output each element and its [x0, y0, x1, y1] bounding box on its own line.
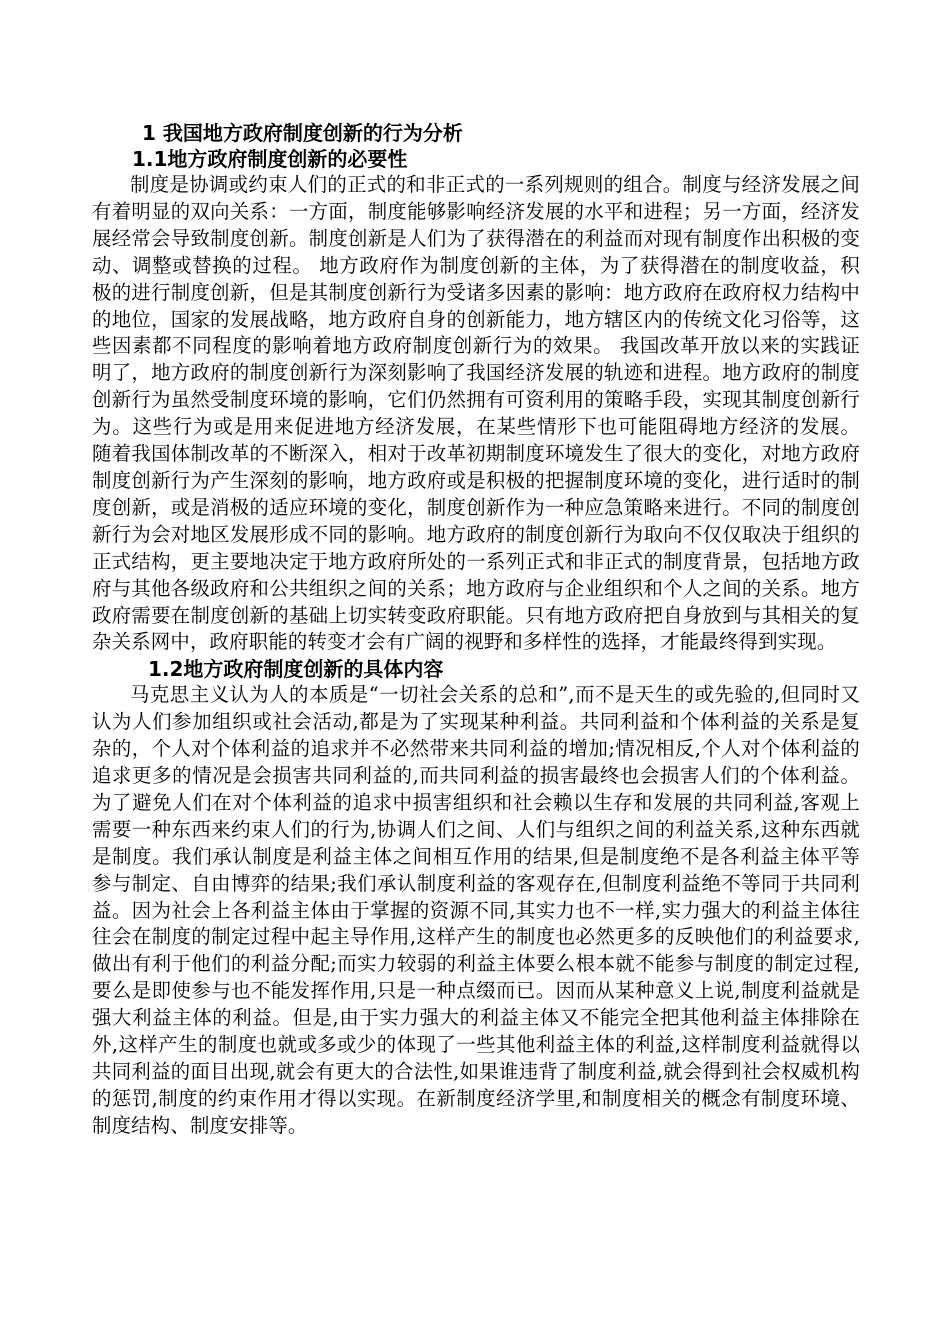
section-heading: 1 我国地方政府制度创新的行为分析 [142, 121, 463, 145]
document-page [92, 120, 860, 1140]
subsection-heading-1-2: 1.2地方政府制度创新的具体内容 [148, 657, 444, 682]
subsection-heading-1-1: 1.1地方政府制度创新的必要性 [132, 147, 408, 171]
paragraph-1-2: 马克思主义认为人的本质是“一切社会关系的总和”,而不是天生的或先验的,但同时又认为人们参加组织或社会活动,都是为了实现某种利益。共同利益和个体利益的关系是复杂的，个人对个体利益的追求并不必然带来共同利益的增加;情况相反,个人对个体利益的追求更多的情况是会损害共同利益的,而共同利益的损害最终也会损害人们的个体利益。为了避免人们在对个体利益的追求中损害组织和社会赖以生存和发展的共同利益,客观上需要一种东西来约束人们的行为,协调人们之间、人们与组织之间的利益关系,这种东西就是制度。我们承认制度是利益主体之间相互作用的结果,但是制度绝不是各利益主体平等参与制定、自由博弈的结果;我们承认制度利益的客观存在,但制度利益绝不等同于共同利益。因为社会上各利益主体由于掌握的资源不同,其实力也不一样,实力强大的利益主体往往会在制度的制定过程中起主导作用,这样产生的制度也必然更多的反映他们的利益要求,做出有利于他们的利益分配;而实力较弱的利益主体要么根本就不能参与制度的制定过程,要么是即使参与也不能发挥作用,只是一种点缀而已。因而从某种意义上说,制度利益就是强大利益主体的利益。但是,由于实力强大的利益主体又不能完全把其他利益主体排除在外,这样产生的制度也就或多或少的体现了一些其他利益主体的利益,这样制度利益就得以共同利益的面目出现,就会有更大的合法性,如果谁违背了制度利益,就会得到社会权威机构的惩罚,制度的约束作用才得以实现。在新制度经济学里,和制度相关的概念有制度环境、制度结构、制度安排等。 [92, 683, 860, 1137]
paragraph-1-1: 制度是协调或约束人们的正式的和非正式的一系列规则的组合。制度与经济发展之间有着明显的双向关系：一方面，制度能够影响经济发展的水平和进程；另一方面，经济发展经常会导致制度创新。制度创新是人们为了获得潜在的利益而对现有制度作出积极的变动、调整或替换的过程。 地方政府作为制度创新的主体，为了获得潜在的制度收益，积极的进行制度创新，但是其制度创新行为受诸多因素的影响：地方政府在政府权力结构中的地位，国家的发展战略，地方政府自身的创新能力，地方辖区内的传统文化习俗等，这些因素都不同程度的影响着地方政府制度创新行为的效果。 我国改革开放以来的实践证明了，地方政府的制度创新行为深刻影响了我国经济发展的轨迹和进程。地方政府的制度创新行为虽然受制度环境的影响，它们仍然拥有可资利用的策略手段，实现其制度创新行为。这些行为或是用来促进地方经济发展，在某些情形下也可能阻碍地方经济的发展。 随着我国体制改革的不断深入，相对于改革初期制度环境发生了很大的变化，对地方政府制度创新行为产生深刻的影响，地方政府或是积极的把握制度环境的变化，进行适时的制度创新，或是消极的适应环境的变化，制度创新作为一种应急策略来进行。不同的制度创新行为会对地区发展形成不同的影响。地方政府的制度创新行为取向不仅仅取决于组织的正式结构，更主要地决定于地方政府所处的一系列正式和非正式的制度背景，包括地方政府与其他各级政府和公共组织之间的关系；地方政府与企业组织和个人之间的关系。地方政府需要在制度创新的基础上切实转变政府职能。只有地方政府把自身放到与其相关的复杂关系网中，政府职能的转变才会有广阔的视野和多样性的选择，才能最终得到实现。 [92, 173, 860, 654]
